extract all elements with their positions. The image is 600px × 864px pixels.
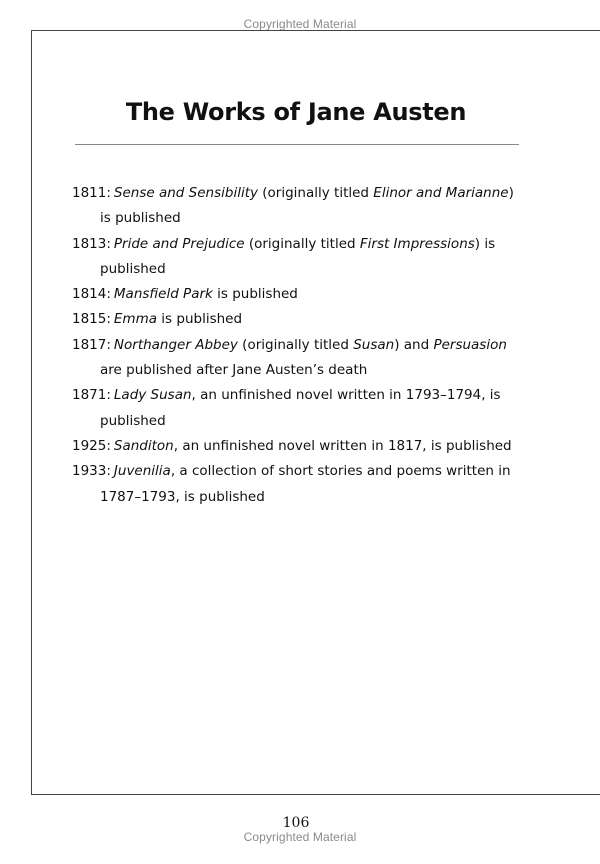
- timeline-entry-1925: [72, 434, 522, 459]
- timeline-entry-1933: [72, 459, 522, 510]
- entry-text: (originally titled: [257, 185, 374, 201]
- entry-text: ) and: [394, 336, 434, 353]
- publication-timeline: [72, 181, 522, 510]
- entry-text: ) is published: [100, 185, 514, 227]
- copyright-watermark-bottom: Copyrighted Material: [243, 830, 357, 844]
- page-title: The Works of Jane Austen: [125, 98, 467, 126]
- work-title: Emma: [113, 311, 158, 328]
- entry-text: , an unfinished novel written in 1793–1794, is published: [100, 387, 501, 429]
- title-divider: [75, 144, 519, 145]
- original-title: Elinor and Marianne: [373, 185, 509, 201]
- entry-year: 1871:: [72, 387, 111, 404]
- timeline-entry-1871: [72, 383, 522, 434]
- entry-year: 1925:: [72, 437, 111, 454]
- timeline-entry-1813: [72, 232, 522, 283]
- work-title: Sanditon: [113, 437, 174, 454]
- work-title: Lady Susan: [113, 387, 192, 404]
- entry-year: 1815:: [72, 311, 111, 328]
- work-title: Northanger Abbey: [113, 336, 238, 353]
- entry-year: 1811:: [72, 185, 111, 201]
- work-title: Persuasion: [433, 336, 507, 353]
- timeline-entry-1815: [72, 307, 522, 332]
- timeline-entry-1814: [72, 282, 522, 307]
- timeline-entry-1811: [72, 181, 522, 232]
- entry-year: 1817:: [72, 336, 111, 353]
- original-title: Susan: [353, 336, 395, 353]
- work-title: Sense and Sensibility: [113, 185, 258, 201]
- work-title: Juvenilia: [113, 463, 171, 480]
- page-number: 106: [282, 815, 310, 831]
- entry-year: 1813:: [72, 235, 111, 252]
- entry-text: (originally titled: [244, 235, 360, 252]
- original-title: First Impressions: [359, 235, 475, 252]
- copyright-watermark-top: Copyrighted Material: [243, 17, 357, 31]
- work-title: Mansfield Park: [113, 286, 213, 303]
- entry-text: ) is published: [100, 235, 496, 277]
- entry-text: are published after Jane Austen’s death: [100, 362, 368, 379]
- timeline-entry-1817: [72, 333, 522, 384]
- entry-year: 1933:: [72, 463, 111, 480]
- entry-text: is published: [157, 311, 243, 328]
- entry-text: , an unfinished novel written in 1817, is published: [173, 437, 512, 454]
- work-title: Pride and Prejudice: [113, 235, 245, 252]
- entry-text: (originally titled: [237, 336, 354, 353]
- entry-text: , a collection of short stories and poems written in 1787–1793, is published: [100, 463, 511, 505]
- entry-year: 1814:: [72, 286, 111, 303]
- entry-text: is published: [212, 286, 298, 303]
